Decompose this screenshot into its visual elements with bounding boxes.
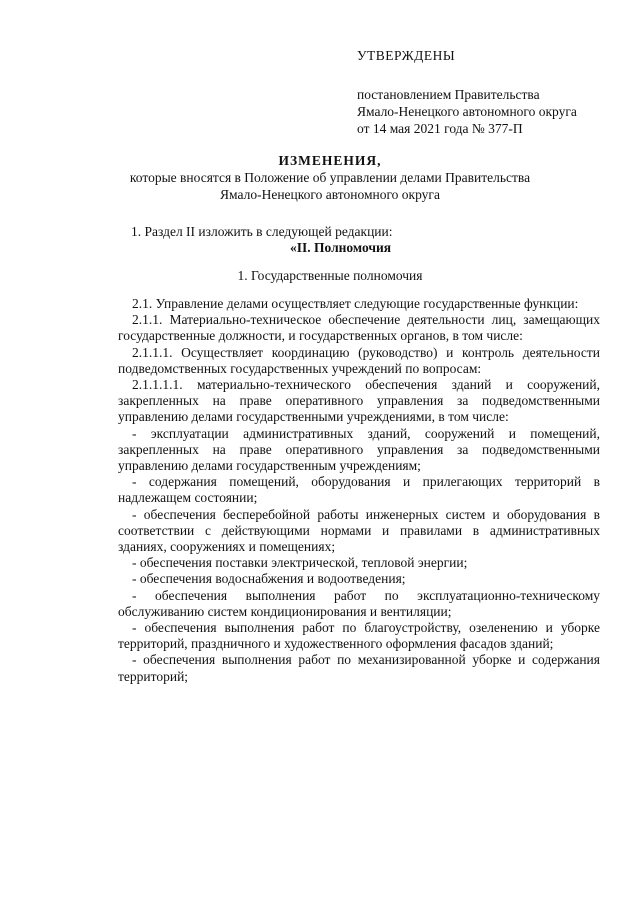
list-item: - обеспечения выполнения работ по эксплуатационно-техническому обслуживанию систем кондиционирования и вентиляции; xyxy=(118,587,600,619)
document-title xyxy=(60,152,600,203)
section-name: «II. Полномочия xyxy=(290,240,392,255)
approval-heading: УТВЕРЖДЕНЫ xyxy=(357,48,456,63)
section-intro: 1. Раздел II изложить в следующей редакции: xyxy=(131,224,393,239)
list-item: - обеспечения выполнения работ по благоустройству, озеленению и уборке территорий, праздничного и художественного оформления фасадов зданий; xyxy=(118,620,600,652)
list-item: - эксплуатации административных зданий, сооружений и помещений, закрепленных на праве оперативного управления за подведомственными управлению делами государственным учреждениям; xyxy=(118,425,600,474)
approval-line: Ямало-Ненецкого автономного округа xyxy=(357,104,577,119)
list-item: - содержания помещений, оборудования и прилегающих территорий в надлежащем состоянии; xyxy=(118,474,600,506)
approval-stamp xyxy=(357,47,577,137)
approval-line: постановлением Правительства xyxy=(357,87,540,102)
title-line: которые вносятся в Положение об управлении делами Правительства xyxy=(129,170,531,185)
paragraph: 2.1.1. Материально-техническое обеспечение деятельности лиц, замещающих государственные должности, и государственных органов, в том числе: xyxy=(118,312,600,344)
paragraph: 2.1.1.1. Осуществляет координацию (руководство) и контроль деятельности подведомственных государственных учреждений по вопросам: xyxy=(118,344,600,376)
paragraph: 2.1. Управление делами осуществляет следующие государственные функции: xyxy=(132,296,579,311)
list-item: - обеспечения водоснабжения и водоотведения; xyxy=(132,571,406,587)
section-subheading: 1. Государственные полномочия xyxy=(237,268,423,283)
list-item: - обеспечения поставки электрической, тепловой энергии; xyxy=(132,555,468,571)
list-item: - обеспечения выполнения работ по механизированной уборке и содержания территорий; xyxy=(118,652,600,684)
title-line: Ямало-Ненецкого автономного округа xyxy=(220,187,440,202)
title-heading: ИЗМЕНЕНИЯ, xyxy=(278,153,382,168)
paragraph: 2.1.1.1.1. материально-технического обеспечения зданий и сооружений, закрепленных на праве оперативного управления за подведомственными управлению делами государственными учреждениями, в том числе: xyxy=(118,377,600,425)
approval-line: от 14 мая 2021 года № 377-П xyxy=(357,121,523,136)
document-body xyxy=(118,296,600,685)
list-item: - обеспечения бесперебойной работы инженерных систем и оборудования в соответствии с действующими нормами и правилами в административных зданиях, сооружениях и помещениях; xyxy=(118,506,600,555)
